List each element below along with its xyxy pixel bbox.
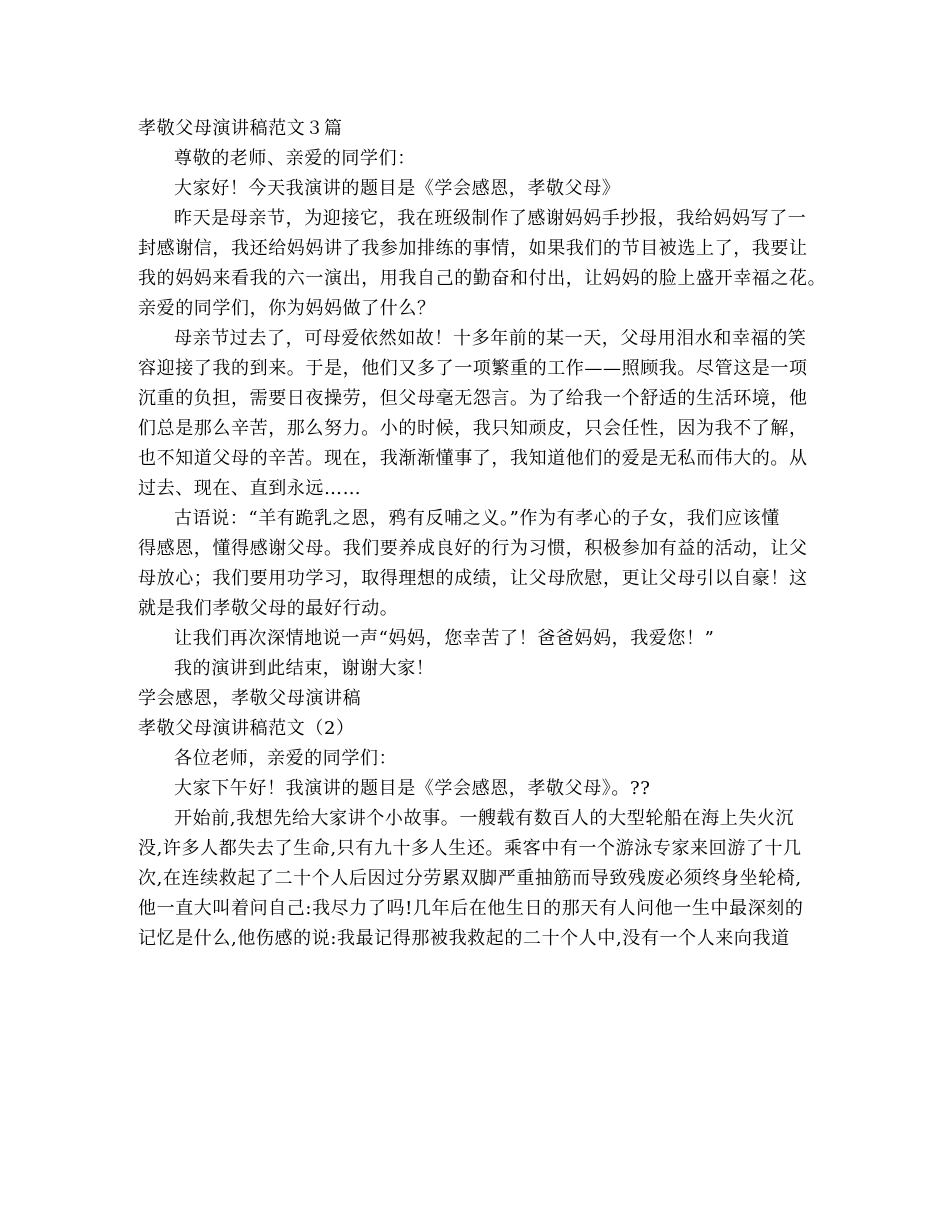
text-line: 母亲节过去了，可母爱依然如故！十多年前的某一天，父母用泪水和幸福的笑 xyxy=(174,328,807,349)
text-line: 记忆是什么,他伤感的说:我最记得那被我救起的二十个人中,没有一个人来向我道 xyxy=(138,928,790,949)
text-line: 过去、现在、直到永远…… xyxy=(138,478,362,499)
text-line: 大家好！今天我演讲的题目是《学会感恩，孝敬父母》 xyxy=(174,178,621,199)
text-line: 我的妈妈来看我的六一演出，用我自己的勤奋和付出，让妈妈的脸上盛开幸福之花。 xyxy=(138,268,827,289)
text-line: 他一直大叫着问自己:我尽力了吗!几年后在他生日的那天有人问他一生中最深刻的 xyxy=(138,898,804,919)
section-heading: 学会感恩，孝敬父母演讲稿 xyxy=(138,688,362,709)
document-body xyxy=(138,114,827,954)
text-line: 次,在连续救起了二十个人后因过分劳累双脚严重抽筋而导致残废必须终身坐轮椅, xyxy=(138,868,802,889)
text-line: 亲爱的同学们，你为妈妈做了什么？ xyxy=(138,298,436,319)
document-title: 孝敬父母演讲稿范文３篇 xyxy=(138,118,343,139)
text-line: 昨天是母亲节，为迎接它，我在班级制作了感谢妈妈手抄报，我给妈妈写了一 xyxy=(174,208,807,229)
salutation-2: 各位老师，亲爱的同学们： xyxy=(174,748,398,769)
text-line: 沉重的负担，需要日夜操劳，但父母毫无怨言。为了给我一个舒适的生活环境，他 xyxy=(138,388,808,409)
section-heading: 孝敬父母演讲稿范文（2） xyxy=(138,718,355,739)
text-line: 们总是那么辛苦，那么努力。小的时候，我只知顽皮，只会任性，因为我不了解， xyxy=(138,418,808,439)
text-line: 容迎接了我的到来。于是，他们又多了一项繁重的工作——照顾我。尽管这是一项 xyxy=(138,358,808,379)
text-line: 封感谢信，我还给妈妈讲了我参加排练的事情，如果我们的节目被选上了，我要让 xyxy=(138,238,808,259)
text-line: 我的演讲到此结束，谢谢大家！ xyxy=(174,658,435,679)
text-line: 没,许多人都失去了生命,只有九十多人生还。乘客中有一个游泳专家来回游了十几 xyxy=(138,838,802,859)
text-line: 让我们再次深情地说一声“妈妈，您幸苦了！爸爸妈妈，我爱您！” xyxy=(174,628,715,649)
text-line: 得感恩，懂得感谢父母。我们要养成良好的行为习惯，积极参加有益的活动，让父 xyxy=(138,538,808,559)
text-line: 也不知道父母的辛苦。现在，我渐渐懂事了，我知道他们的爱是无私而伟大的。从 xyxy=(138,448,808,469)
text-line: 就是我们孝敬父母的最好行动。 xyxy=(138,598,399,619)
salutation-1: 尊敬的老师、亲爱的同学们： xyxy=(174,148,416,169)
text-line: 古语说：“羊有跪乳之恩，鸦有反哺之义。”作为有孝心的子女，我们应该懂 xyxy=(174,508,780,529)
text-line: 大家下午好！我演讲的题目是《学会感恩，孝敬父母》。?? xyxy=(174,778,651,799)
text-line: 开始前,我想先给大家讲个小故事。一艘载有数百人的大型轮船在海上失火沉 xyxy=(174,808,795,829)
text-line: 母放心；我们要用功学习，取得理想的成绩，让父母欣慰，更让父母引以自豪！这 xyxy=(138,568,808,589)
